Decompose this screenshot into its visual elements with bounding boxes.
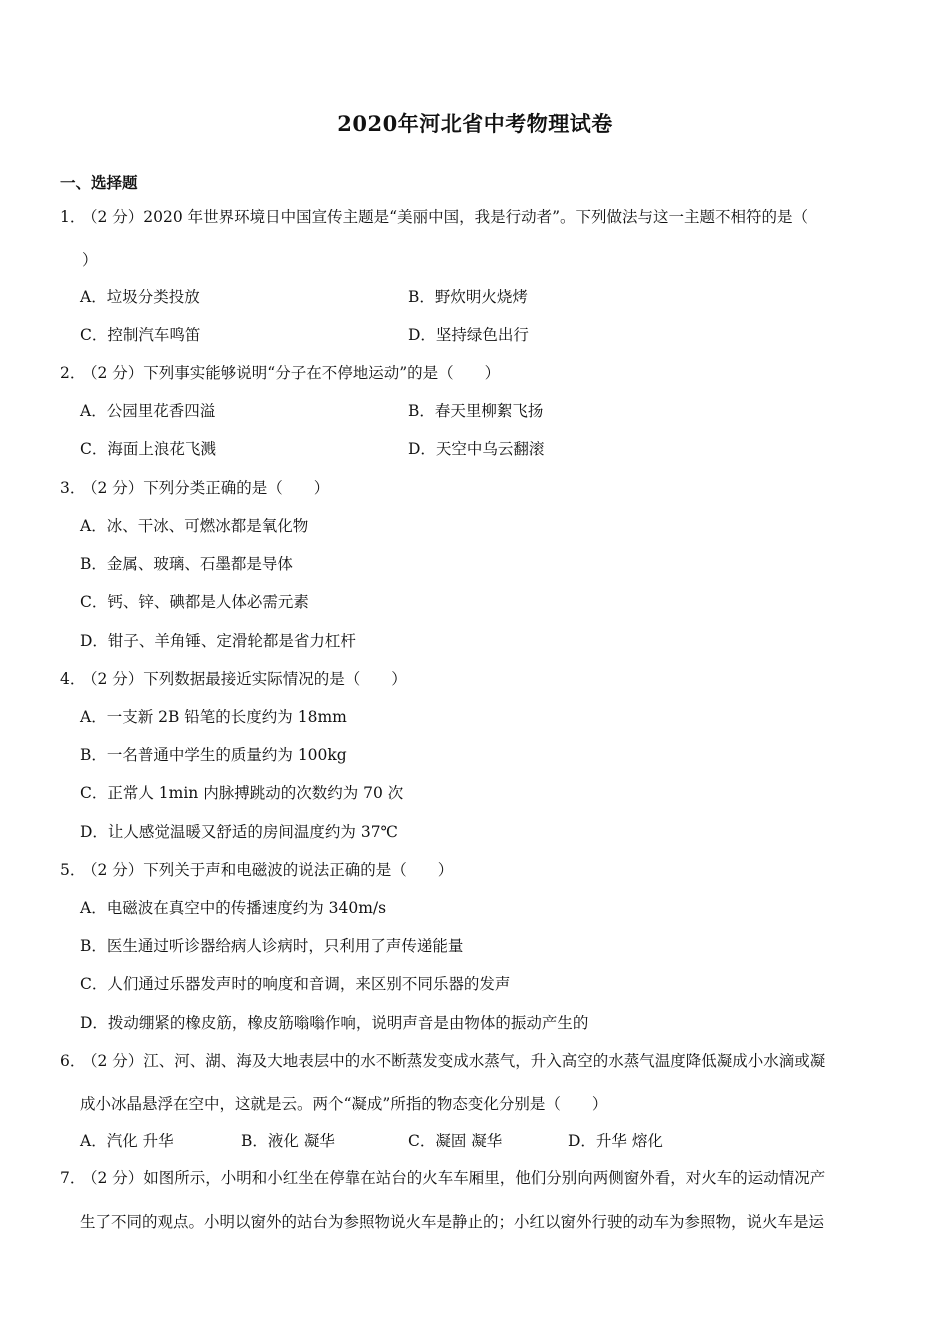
question-7 [60,1167,825,1189]
question-number: 6． [60,1052,86,1070]
question-number: 4． [60,670,86,688]
option-a: A．电磁波在真空中的传播速度约为 340m/s [80,899,387,917]
question-text: （2 分）2020 年世界环境日中国宣传主题是“美丽中国，我是行动者”。下列做法与这一主题不相符的是（ [82,208,809,226]
option-b: B．金属、玻璃、石墨都是导体 [80,555,293,573]
option-a: A．一支新 2B 铅笔的长度约为 18mm [80,708,347,726]
question-1 [60,206,808,228]
question-7-continued: 生了不同的观点。小明以窗外的站台为参照物说火车是静止的；小红以窗外行驶的动车为参照物，说火车是运 [80,1213,825,1231]
option-d: D．天空中乌云翻滚 [408,440,545,458]
option-b: B．一名普通中学生的质量约为 100kg [80,746,347,764]
option-c: C．人们通过乐器发声时的响度和音调，来区别不同乐器的发声 [80,975,511,993]
option-a: A．冰、干冰、可燃冰都是氧化物 [80,517,309,535]
question-6-continued: 成小冰晶悬浮在空中，这就是云。两个“凝成”所指的物态变化分别是（ ） [80,1095,608,1113]
option-d: D．坚持绿色出行 [408,326,529,344]
option-d: D．钳子、羊角锤、定滑轮都是省力杠杆 [80,632,356,650]
option-b: B．医生通过听诊器给病人诊病时，只利用了声传递能量 [80,937,464,955]
question-5 [60,859,453,881]
question-text: （2 分）下列关于声和电磁波的说法正确的是（ ） [82,861,454,879]
page-title: 2020年河北省中考物理试卷 [337,111,613,136]
option-c: C．正常人 1min 内脉搏跳动的次数约为 70 次 [80,784,404,802]
option-b: B．春天里柳絮飞扬 [408,402,544,420]
question-3 [60,477,329,499]
option-c: C．钙、锌、碘都是人体必需元素 [80,593,309,611]
option-b: B．液化 凝华 [241,1132,335,1150]
question-number: 7． [60,1169,86,1187]
option-c: C．凝固 凝华 [408,1132,503,1150]
option-b: B．野炊明火烧烤 [408,288,528,306]
question-text: （2 分）江、河、湖、海及大地表层中的水不断蒸发变成水蒸气，升入高空的水蒸气温度降低凝成小水滴或凝 [82,1052,826,1070]
option-d: D．让人感觉温暖又舒适的房间温度约为 37℃ [80,823,398,841]
question-text: （2 分）下列数据最接近实际情况的是（ ） [82,670,407,688]
question-2 [60,362,500,384]
question-number: 3． [60,479,86,497]
question-6 [60,1050,825,1072]
option-c: C．控制汽车鸣笛 [80,326,201,344]
question-number: 2． [60,364,86,382]
option-a: A．汽化 升华 [80,1132,174,1150]
option-a: A．垃圾分类投放 [80,288,200,306]
question-text: （2 分）如图所示，小明和小红坐在停靠在站台的火车车厢里，他们分别向两侧窗外看，对火车的运动情况产 [82,1169,826,1187]
option-c: C．海面上浪花飞溅 [80,440,216,458]
question-number: 1． [60,208,86,226]
option-d: D．拨动绷紧的橡皮筋，橡皮筋嗡嗡作响，说明声音是由物体的振动产生的 [80,1014,589,1032]
question-1-continued: ） [82,251,98,269]
question-4 [60,668,407,690]
question-text: （2 分）下列事实能够说明“分子在不停地运动”的是（ ） [82,364,501,382]
question-number: 5． [60,861,86,879]
option-d: D．升华 熔化 [568,1132,663,1150]
option-a: A．公园里花香四溢 [80,402,216,420]
question-text: （2 分）下列分类正确的是（ ） [82,479,330,497]
section-heading: 一、选择题 [60,173,138,192]
